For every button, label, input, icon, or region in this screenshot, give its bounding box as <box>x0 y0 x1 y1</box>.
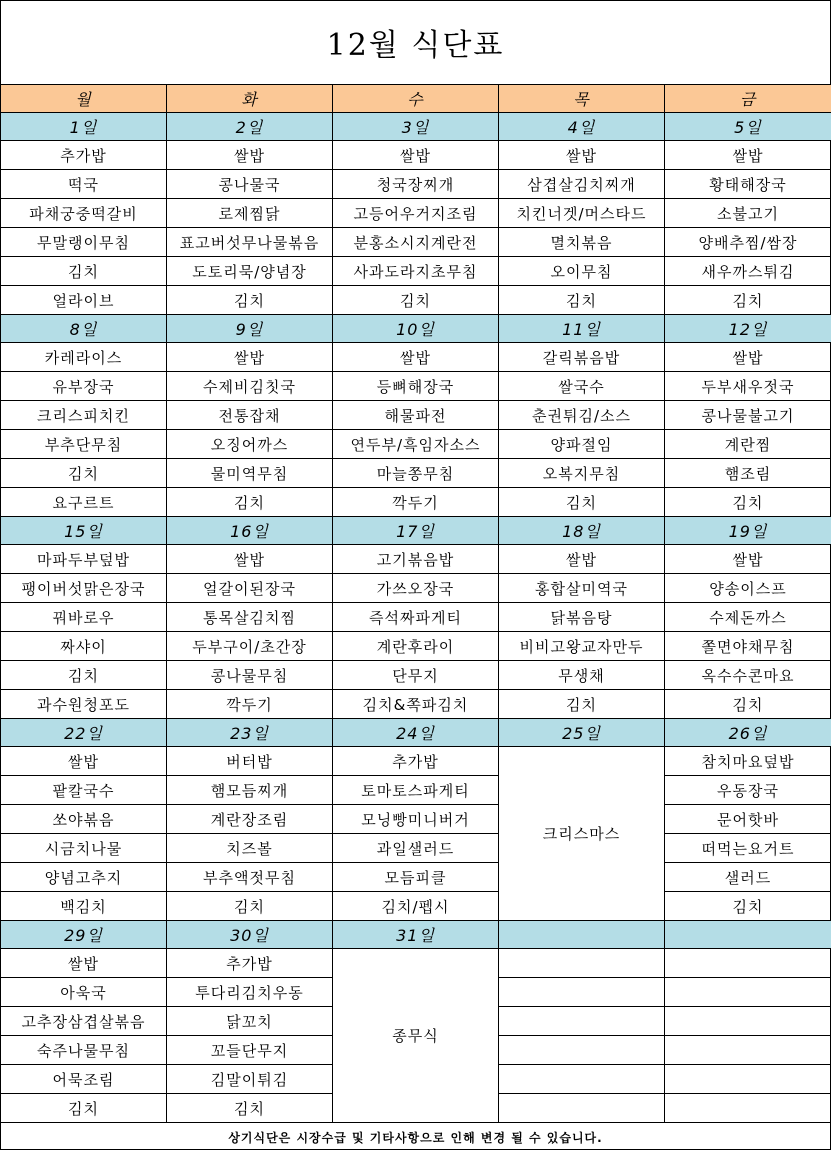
menu-cell <box>665 1036 831 1065</box>
menu-cell: 떡국 <box>1 170 167 199</box>
menu-cell: 도토리묵/양념장 <box>167 257 333 286</box>
day-header: 금 <box>665 85 831 113</box>
date-cell: 31일 <box>333 921 499 949</box>
menu-cell: 모닝빵미니버거 <box>333 805 499 834</box>
menu-row <box>1 141 831 170</box>
menu-cell: 전통잡채 <box>167 401 333 430</box>
menu-cell: 오복지무침 <box>499 459 665 488</box>
date-row <box>1 315 831 343</box>
menu-cell <box>665 1094 831 1123</box>
menu-cell: 마파두부덮밥 <box>1 545 167 574</box>
menu-cell <box>499 949 665 978</box>
menu-cell: 김치 <box>333 286 499 315</box>
date-cell: 3일 <box>333 113 499 141</box>
merged-menu-cell: 크리스마스 <box>499 747 665 921</box>
date-cell: 23일 <box>167 719 333 747</box>
day-header: 화 <box>167 85 333 113</box>
date-cell: 15일 <box>1 517 167 545</box>
date-cell: 11일 <box>499 315 665 343</box>
date-cell: 19일 <box>665 517 831 545</box>
menu-cell: 김치 <box>167 286 333 315</box>
menu-cell: 꿔바로우 <box>1 603 167 632</box>
menu-cell: 옥수수콘마요 <box>665 661 831 690</box>
menu-cell <box>499 1007 665 1036</box>
footer-note: 상기식단은 시장수급 및 기타사항으로 인해 변경 될 수 있습니다. <box>228 1130 603 1145</box>
menu-row <box>1 228 831 257</box>
day-header: 수 <box>333 85 499 113</box>
menu-cell: 표고버섯무나물볶음 <box>167 228 333 257</box>
menu-cell: 시금치나물 <box>1 834 167 863</box>
date-cell: 25일 <box>499 719 665 747</box>
menu-cell: 김치 <box>499 690 665 719</box>
menu-cell: 쌀밥 <box>1 747 167 776</box>
date-cell: 4일 <box>499 113 665 141</box>
menu-cell: 추가밥 <box>333 747 499 776</box>
menu-cell: 샐러드 <box>665 863 831 892</box>
menu-row <box>1 949 831 978</box>
menu-cell: 쌀밥 <box>665 545 831 574</box>
menu-cell: 멸치볶음 <box>499 228 665 257</box>
menu-cell: 삼겹살김치찌개 <box>499 170 665 199</box>
menu-cell: 닭볶음탕 <box>499 603 665 632</box>
date-cell: 22일 <box>1 719 167 747</box>
menu-cell: 꼬들단무지 <box>167 1036 333 1065</box>
menu-cell: 계란후라이 <box>333 632 499 661</box>
day-of-week-row <box>1 85 831 113</box>
menu-cell: 무말랭이무침 <box>1 228 167 257</box>
menu-cell: 통목살김치찜 <box>167 603 333 632</box>
menu-cell: 사과도라지초무침 <box>333 257 499 286</box>
date-cell: 8일 <box>1 315 167 343</box>
menu-cell: 수제비김칫국 <box>167 372 333 401</box>
menu-cell: 김치 <box>167 892 333 921</box>
menu-row <box>1 632 831 661</box>
menu-cell: 김치/펩시 <box>333 892 499 921</box>
menu-row <box>1 199 831 228</box>
menu-cell: 추가밥 <box>1 141 167 170</box>
menu-cell: 팥칼국수 <box>1 776 167 805</box>
meal-plan-body <box>1 85 831 1123</box>
menu-cell: 두부새우젓국 <box>665 372 831 401</box>
menu-cell: 쌀밥 <box>333 141 499 170</box>
menu-cell: 쌀국수 <box>499 372 665 401</box>
date-cell <box>665 921 831 949</box>
menu-cell: 양송이스프 <box>665 574 831 603</box>
menu-cell <box>665 978 831 1007</box>
menu-row <box>1 834 831 863</box>
menu-cell: 부추액젓무침 <box>167 863 333 892</box>
menu-cell: 김치 <box>665 892 831 921</box>
date-row <box>1 921 831 949</box>
menu-cell <box>499 1065 665 1094</box>
menu-cell: 콩나물국 <box>167 170 333 199</box>
menu-cell: 짜샤이 <box>1 632 167 661</box>
menu-cell: 카레라이스 <box>1 343 167 372</box>
menu-cell: 어묵조림 <box>1 1065 167 1094</box>
menu-cell: 고등어우거지조림 <box>333 199 499 228</box>
menu-cell: 김치 <box>167 1094 333 1123</box>
menu-cell: 쌀밥 <box>167 545 333 574</box>
page-title: 12월 식단표 <box>326 28 505 63</box>
menu-row <box>1 776 831 805</box>
menu-cell: 과일샐러드 <box>333 834 499 863</box>
menu-cell: 요구르트 <box>1 488 167 517</box>
menu-row <box>1 690 831 719</box>
menu-cell <box>499 1094 665 1123</box>
menu-cell: 콩나물불고기 <box>665 401 831 430</box>
menu-cell: 얼갈이된장국 <box>167 574 333 603</box>
menu-cell: 고기볶음밥 <box>333 545 499 574</box>
menu-cell: 쌀밥 <box>167 141 333 170</box>
menu-cell: 쌀밥 <box>665 141 831 170</box>
menu-cell: 숙주나물무침 <box>1 1036 167 1065</box>
menu-cell: 유부장국 <box>1 372 167 401</box>
menu-cell: 물미역무침 <box>167 459 333 488</box>
menu-cell: 김치 <box>1 661 167 690</box>
menu-cell: 깍두기 <box>167 690 333 719</box>
menu-cell: 문어핫바 <box>665 805 831 834</box>
menu-cell: 쫄면야채무침 <box>665 632 831 661</box>
menu-cell: 과수원청포도 <box>1 690 167 719</box>
menu-cell: 얼라이브 <box>1 286 167 315</box>
menu-row <box>1 257 831 286</box>
menu-row <box>1 170 831 199</box>
menu-cell: 아욱국 <box>1 978 167 1007</box>
menu-row <box>1 747 831 776</box>
menu-cell: 참치마요덮밥 <box>665 747 831 776</box>
menu-cell: 로제찜닭 <box>167 199 333 228</box>
menu-cell <box>665 1065 831 1094</box>
menu-cell: 쏘야볶음 <box>1 805 167 834</box>
menu-row <box>1 401 831 430</box>
menu-cell: 김치 <box>665 690 831 719</box>
menu-cell: 버터밥 <box>167 747 333 776</box>
menu-cell: 김치 <box>665 488 831 517</box>
menu-cell: 김치 <box>167 488 333 517</box>
date-cell: 10일 <box>333 315 499 343</box>
menu-cell <box>665 949 831 978</box>
menu-cell: 햄모듬찌개 <box>167 776 333 805</box>
menu-cell: 김치&쪽파김치 <box>333 690 499 719</box>
meal-plan-table <box>0 84 831 1123</box>
menu-cell: 홍합살미역국 <box>499 574 665 603</box>
day-header: 월 <box>1 85 167 113</box>
menu-cell: 비비고왕교자만두 <box>499 632 665 661</box>
menu-row <box>1 805 831 834</box>
menu-cell: 파채궁중떡갈비 <box>1 199 167 228</box>
menu-row <box>1 430 831 459</box>
menu-cell: 닭꼬치 <box>167 1007 333 1036</box>
menu-cell: 갈릭볶음밥 <box>499 343 665 372</box>
menu-cell: 마늘쫑무침 <box>333 459 499 488</box>
menu-cell: 춘권튀김/소스 <box>499 401 665 430</box>
menu-cell: 콩나물무침 <box>167 661 333 690</box>
menu-cell: 청국장찌개 <box>333 170 499 199</box>
menu-cell: 햄조림 <box>665 459 831 488</box>
menu-cell: 오이무침 <box>499 257 665 286</box>
menu-cell: 김치 <box>499 488 665 517</box>
menu-cell: 우동장국 <box>665 776 831 805</box>
date-cell: 17일 <box>333 517 499 545</box>
menu-cell: 추가밥 <box>167 949 333 978</box>
date-row <box>1 517 831 545</box>
date-cell <box>499 921 665 949</box>
menu-cell: 투다리김치우동 <box>167 978 333 1007</box>
menu-row <box>1 863 831 892</box>
menu-cell: 새우까스튀김 <box>665 257 831 286</box>
menu-cell: 쌀밥 <box>1 949 167 978</box>
day-header: 목 <box>499 85 665 113</box>
menu-cell: 팽이버섯맑은장국 <box>1 574 167 603</box>
menu-row <box>1 286 831 315</box>
menu-cell: 치킨너겟/머스타드 <box>499 199 665 228</box>
menu-cell: 등뼈해장국 <box>333 372 499 401</box>
menu-cell: 김치 <box>499 286 665 315</box>
menu-row <box>1 661 831 690</box>
menu-cell: 양배추찜/쌈장 <box>665 228 831 257</box>
menu-row <box>1 343 831 372</box>
date-cell: 24일 <box>333 719 499 747</box>
date-cell: 12일 <box>665 315 831 343</box>
date-cell: 18일 <box>499 517 665 545</box>
menu-cell: 쌀밥 <box>499 545 665 574</box>
menu-cell: 크리스피치킨 <box>1 401 167 430</box>
menu-cell: 김치 <box>1 1094 167 1123</box>
menu-cell: 쌀밥 <box>665 343 831 372</box>
date-cell: 29일 <box>1 921 167 949</box>
menu-cell: 쌀밥 <box>333 343 499 372</box>
menu-cell: 오징어까스 <box>167 430 333 459</box>
menu-cell: 계란찜 <box>665 430 831 459</box>
merged-menu-cell: 종무식 <box>333 949 499 1123</box>
menu-cell <box>499 978 665 1007</box>
menu-row <box>1 574 831 603</box>
menu-cell: 연두부/흑임자소스 <box>333 430 499 459</box>
menu-cell: 두부구이/초간장 <box>167 632 333 661</box>
menu-cell: 양파절임 <box>499 430 665 459</box>
date-row <box>1 719 831 747</box>
menu-row <box>1 545 831 574</box>
menu-cell: 소불고기 <box>665 199 831 228</box>
menu-row <box>1 488 831 517</box>
date-cell: 5일 <box>665 113 831 141</box>
menu-cell: 쌀밥 <box>499 141 665 170</box>
menu-cell: 단무지 <box>333 661 499 690</box>
menu-cell: 백김치 <box>1 892 167 921</box>
menu-cell: 부추단무침 <box>1 430 167 459</box>
menu-cell: 떠먹는요거트 <box>665 834 831 863</box>
menu-cell: 김치 <box>1 257 167 286</box>
date-cell: 30일 <box>167 921 333 949</box>
menu-cell: 치즈볼 <box>167 834 333 863</box>
menu-row <box>1 459 831 488</box>
menu-cell: 깍두기 <box>333 488 499 517</box>
menu-cell <box>499 1036 665 1065</box>
menu-cell: 김치 <box>1 459 167 488</box>
menu-row <box>1 372 831 401</box>
menu-cell: 가쓰오장국 <box>333 574 499 603</box>
menu-cell: 고추장삼겹살볶음 <box>1 1007 167 1036</box>
menu-cell: 즉석짜파게티 <box>333 603 499 632</box>
menu-cell: 김말이튀김 <box>167 1065 333 1094</box>
date-cell: 16일 <box>167 517 333 545</box>
date-cell: 9일 <box>167 315 333 343</box>
date-row <box>1 113 831 141</box>
menu-cell: 쌀밥 <box>167 343 333 372</box>
menu-cell <box>665 1007 831 1036</box>
date-cell: 26일 <box>665 719 831 747</box>
menu-cell: 토마토스파게티 <box>333 776 499 805</box>
menu-row <box>1 892 831 921</box>
menu-cell: 모듬피클 <box>333 863 499 892</box>
date-cell: 2일 <box>167 113 333 141</box>
menu-cell: 양념고추지 <box>1 863 167 892</box>
menu-cell: 해물파전 <box>333 401 499 430</box>
menu-cell: 수제돈까스 <box>665 603 831 632</box>
menu-cell: 김치 <box>665 286 831 315</box>
date-cell: 1일 <box>1 113 167 141</box>
menu-cell: 분홍소시지계란전 <box>333 228 499 257</box>
menu-cell: 계란장조림 <box>167 805 333 834</box>
menu-cell: 황태해장국 <box>665 170 831 199</box>
menu-cell: 무생채 <box>499 661 665 690</box>
menu-row <box>1 603 831 632</box>
